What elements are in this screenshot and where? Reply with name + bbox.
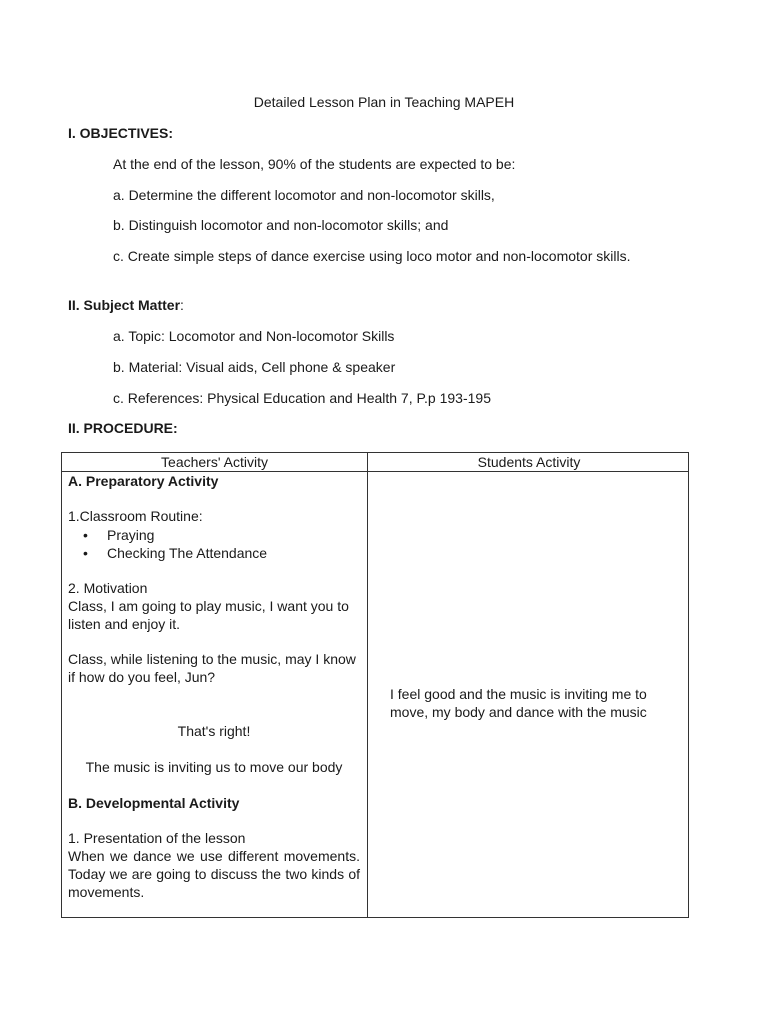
students-activity-header: Students Activity (477, 454, 581, 470)
routine-list (62, 526, 354, 562)
procedure-table (61, 452, 689, 918)
student-answer: I feel good and the music is inviting me to move, my body and dance with the music (390, 686, 647, 720)
objective-item: c. Create simple steps of dance exercise using loco motor and non-locomotor skills. (113, 248, 631, 264)
subject-matter-item: c. References: Physical Education and Health 7, P.p 193-195 (113, 390, 491, 406)
subject-matter-item: a. Topic: Locomotor and Non-locomotor Skills (113, 328, 395, 344)
teacher-response: The music is inviting us to move our body (85, 759, 343, 775)
objectives-intro: At the end of the lesson, 90% of the students are expected to be: (113, 156, 516, 172)
presentation-text: When we dance we use different movements. Today we are going to discuss the two kinds of movements. (68, 848, 360, 900)
subject-matter-heading (68, 296, 184, 314)
routine-item-text: Checking The Attendance (107, 545, 268, 561)
list-item (62, 526, 354, 544)
presentation-label: 1. Presentation of the lesson (68, 830, 246, 846)
list-item (62, 544, 354, 562)
routine-item-text: Praying (107, 527, 155, 543)
teachers-activity-header: Teachers' Activity (161, 454, 268, 470)
classroom-routine-label: 1.Classroom Routine: (68, 508, 203, 524)
developmental-activity-heading: B. Developmental Activity (68, 795, 240, 811)
motivation-label: 2. Motivation (68, 580, 148, 596)
column-divider (367, 453, 368, 917)
question-text: Class, while listening to the music, may I know if how do you feel, Jun? (68, 651, 356, 685)
objectives-heading: I. OBJECTIVES: (68, 125, 174, 141)
motivation-text: Class, I am going to play music, I want you to listen and enjoy it. (68, 598, 349, 632)
preparatory-activity-heading: A. Preparatory Activity (68, 473, 219, 489)
bullet-icon: • (83, 545, 88, 561)
procedure-heading: II. PROCEDURE: (68, 420, 178, 436)
subject-matter-item: b. Material: Visual aids, Cell phone & speaker (113, 359, 396, 375)
bullet-icon: • (83, 527, 88, 543)
objective-item: b. Distinguish locomotor and non-locomotor skills; and (113, 217, 449, 233)
document-title: Detailed Lesson Plan in Teaching MAPEH (253, 94, 515, 110)
teacher-response: That's right! (177, 723, 251, 739)
objective-item: a. Determine the different locomotor and non-locomotor skills, (113, 187, 495, 203)
subject-matter-colon: : (180, 297, 184, 313)
subject-matter-heading-text: II. Subject Matter (68, 297, 181, 313)
